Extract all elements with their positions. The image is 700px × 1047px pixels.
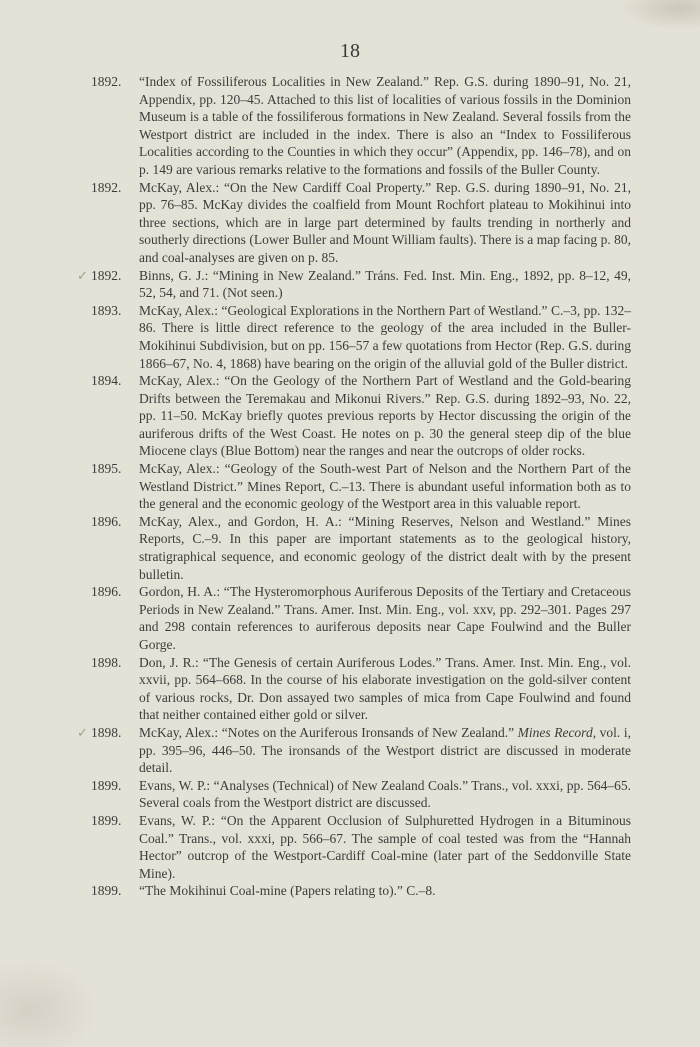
bibliography-entry [91,812,631,882]
entry-year: 1898. [91,724,122,740]
bibliography-entry [91,777,631,812]
entry-text-before: McKay, Alex.: “Notes on the Auriferous Ironsands of New Zealand.” [139,724,518,740]
bibliography-entry [91,73,631,179]
page-number: 18 [340,40,360,62]
entry-year: 1893. [91,302,122,318]
entry-year: 1898. [91,654,122,670]
bibliography-entry [91,882,631,900]
entry-year: 1894. [91,373,122,389]
journal-title-italic: Mines Record, [517,724,597,740]
entry-year: 1892. [91,74,122,89]
entry-year: 1899. [91,812,122,828]
entry-text: McKay, Alex.: “On the Geology of the Northern Part of Westland and the Gold-bearing Drifts between the Teremakau and Mikonui Rivers.” Rep. G.S. during 1892–93, No. 22, pp. 11–50. McKay briefly quotes previous reports by Hector discussing the origin of the auriferous drifts of the West Coast. He notes on p. 30 the general steep dip of the blue Miocene clays (Blue Bottom) near the ranges and near the outcrops of older rocks. [139,373,631,459]
pencil-tick-mark: ✓ [77,724,88,740]
entry-text: Binns, G. J.: “Mining in New Zealand.” Tráns. Fed. Inst. Min. Eng., 1892, pp. 8–12, 49, 52, 54, and 71. (Not seen.) [139,267,631,301]
bibliography-entry [91,654,631,724]
bibliography-entry [91,513,631,583]
entry-text: Evans, W. P.: “Analyses (Technical) of New Zealand Coals.” Trans., vol. xxxi, pp. 564–65. Several coals from the Westport district are discussed. [139,777,631,811]
entry-year: 1896. [91,584,122,600]
entry-text: McKay, Alex.: “Geological Explorations in the Northern Part of Westland.” C.–3, pp. 132–86. There is little direct reference to the geology of the area included in the Buller-Mokihinui Subdivision, but on pp. 156–57 a few quotations from Hector (Rep. G.S. during 1866–67, No. 4, 1868) have bearing on the origin of the alluvial gold of the Buller district. [139,302,631,371]
entry-year: 1895. [91,461,122,477]
entry-text: McKay, Alex.: “On the New Cardiff Coal Property.” Rep. G.S. during 1890–91, No. 21, pp. 76–85. McKay divides the coalfield from Mount Rochfort plateau to Mokihinui into three sections, which are in large part determined by faults trending in northerly and southerly directions (Lower Buller and Mount William faults). There is a map facing p. 80, and coal-analyses are given on p. 85. [139,179,631,265]
bibliography-list [77,73,631,900]
bibliography-entry [91,460,631,513]
bibliography-entry [91,372,631,460]
bibliography-entry [91,179,631,267]
entry-year: 1892. [91,179,122,195]
entry-text: McKay, Alex., and Gordon, H. A.: “Mining Reserves, Nelson and Westland.” Mines Reports, C.–9. In this paper are important statements as to the geological history, stratigraphical sequence, and economic geology of the district dealt with by the present bulletin. [139,513,631,582]
entry-year: 1899. [91,777,122,793]
entry-text: “Index of Fossiliferous Localities in New Zealand.” Rep. G.S. during 1890–91, No. 21, Appendix, pp. 120–45. Attached to this list of localities of various fossils in the Dominion Museum is a table of the fossiliferous formations in New Zealand. Several fossils from the Westport district are included in the index. There is also an “Index to Fossiliferous Localities according to the Counties in which they occur” (Appendix, pp. 146–78), and on p. 149 are various remarks relative to the formations and fossils of the Buller County. [139,74,631,177]
entry-year: 1896. [91,513,122,529]
entry-year: 1892. [91,267,122,283]
bibliography-entry [77,724,631,777]
entry-text: “The Mokihinui Coal-mine (Papers relating to).” C.–8. [139,883,436,899]
entry-text-after: vol. i, pp. 395–96, 446–50. The ironsands of the Westport district are discussed in moderate detail. [139,724,631,776]
entry-year: 1899. [91,883,122,899]
pencil-tick-mark: ✓ [77,267,88,283]
bibliography-entry [91,583,631,653]
bibliography-entry [91,302,631,372]
entry-text: Don, J. R.: “The Genesis of certain Auriferous Lodes.” Trans. Amer. Inst. Min. Eng., vol. xxvii, pp. 564–668. In the course of his elaborate investigation on the gold-silver content of various rocks, Dr. Don assayed two samples of mica from Cape Foulwind and found that neither contained either gold or silver. [139,654,631,723]
entry-text: Gordon, H. A.: “The Hysteromorphous Auriferous Deposits of the Tertiary and Cretaceous Periods in New Zealand.” Trans. Amer. Inst. Min. Eng., vol. xxv, pp. 292–301. Pages 297 and 298 contain references to auriferous deposits near Cape Foulwind and the Buller Gorge. [139,584,631,652]
bibliography-entry [77,267,631,302]
entry-text: Evans, W. P.: “On the Apparent Occlusion of Sulphuretted Hydrogen in a Bituminous Coal.” Trans., vol. xxxi, pp. 566–67. The sample of coal tested was from the “Hannah Hector” outcrop of the Westport-Cardiff Coal-mine (later part of the Seddonville State Mine). [139,812,631,881]
entry-text: McKay, Alex.: “Geology of the South-west Part of Nelson and the Northern Part of the Westland District.” Mines Report, C.–13. There is abundant useful information both as to the general and the economic geology of the Westport area in this valuable report. [139,461,631,512]
